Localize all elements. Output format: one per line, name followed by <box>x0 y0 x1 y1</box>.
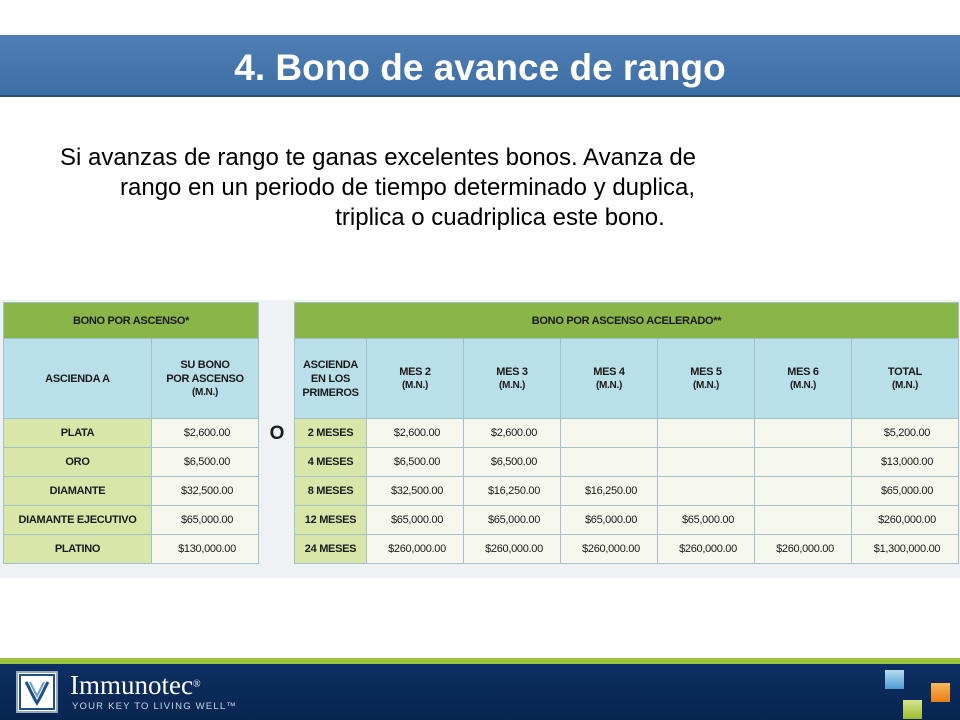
col-ascienda-en-los-primeros <box>295 339 367 419</box>
table2-row <box>295 448 959 477</box>
brand-tagline: YOUR KEY TO LIVING WELL™ <box>72 701 238 712</box>
period-cell: 2 MESES <box>295 419 367 448</box>
table1-row <box>4 419 259 448</box>
intro-paragraph <box>60 143 920 233</box>
period-cell: 8 MESES <box>295 477 367 506</box>
col-label: TOTAL <box>887 365 923 378</box>
bono-cell: $2,600.00 <box>152 419 259 448</box>
col-label: MES 6 <box>787 365 819 378</box>
col-mes-6 <box>755 339 852 419</box>
blue-square-icon <box>885 670 904 689</box>
mes6-cell: $260,000.00 <box>755 535 852 564</box>
col-first-line-2: EN LOS <box>310 372 351 385</box>
mes2-cell: $260,000.00 <box>367 535 464 564</box>
col-su-bono-line-2: POR ASCENSO <box>166 372 244 385</box>
mes5-cell: $65,000.00 <box>658 506 755 535</box>
intro-line-3: triplica o cuadriplica este bono. <box>335 204 665 231</box>
mes2-cell: $6,500.00 <box>367 448 464 477</box>
col-mes-2 <box>367 339 464 419</box>
mes5-cell: $260,000.00 <box>658 535 755 564</box>
table1-row <box>4 506 259 535</box>
table1-header: BONO POR ASCENSO* <box>4 303 259 339</box>
mes3-cell: $16,250.00 <box>464 477 561 506</box>
total-cell: $1,300,000.00 <box>852 535 959 564</box>
table2-row <box>295 477 959 506</box>
mes4-cell: $260,000.00 <box>561 535 658 564</box>
col-asciende-a: ASCIENDA A <box>4 339 152 419</box>
table1-row <box>4 448 259 477</box>
mes6-cell <box>755 506 852 535</box>
col-mes-3 <box>464 339 561 419</box>
mes6-cell <box>755 419 852 448</box>
orange-square-icon <box>931 683 950 702</box>
col-label: MES 5 <box>690 365 722 378</box>
or-separator: O <box>269 423 285 444</box>
table2-row <box>295 506 959 535</box>
rank-cell: PLATA <box>4 419 152 448</box>
total-cell: $5,200.00 <box>852 419 959 448</box>
col-su-bono-line-1: SU BONO <box>180 358 230 371</box>
period-cell: 12 MESES <box>295 506 367 535</box>
col-su-bono <box>152 339 259 419</box>
col-unit: (M.N.) <box>596 379 622 391</box>
mes4-cell <box>561 419 658 448</box>
period-cell: 4 MESES <box>295 448 367 477</box>
rank-cell: DIAMANTE EJECUTIVO <box>4 506 152 535</box>
table1-row <box>4 477 259 506</box>
rank-cell: ORO <box>4 448 152 477</box>
brand-name-text: Immunotec <box>70 670 193 700</box>
footer <box>0 664 960 720</box>
bono-por-ascenso-table <box>3 302 259 564</box>
col-unit: (M.N.) <box>499 379 525 391</box>
col-total <box>852 339 959 419</box>
mes2-cell: $32,500.00 <box>367 477 464 506</box>
immunotec-logo-icon <box>16 671 58 713</box>
rank-cell: DIAMANTE <box>4 477 152 506</box>
bono-cell: $6,500.00 <box>152 448 259 477</box>
bono-cell: $130,000.00 <box>152 535 259 564</box>
brand-name <box>70 670 201 700</box>
mes2-cell: $2,600.00 <box>367 419 464 448</box>
mes6-cell <box>755 477 852 506</box>
mes3-cell: $2,600.00 <box>464 419 561 448</box>
col-su-bono-unit: (M.N.) <box>192 386 218 398</box>
col-unit: (M.N.) <box>790 379 816 391</box>
green-square-icon <box>903 700 922 719</box>
mes3-cell: $260,000.00 <box>464 535 561 564</box>
rank-cell: PLATINO <box>4 535 152 564</box>
mes5-cell <box>658 477 755 506</box>
total-cell: $260,000.00 <box>852 506 959 535</box>
slide-title: 4. Bono de avance de rango <box>234 47 726 88</box>
period-cell: 24 MESES <box>295 535 367 564</box>
title-band <box>0 35 960 97</box>
col-first-line-1: ASCIENDA <box>302 358 359 371</box>
col-unit: (M.N.) <box>693 379 719 391</box>
intro-line-1: Si avanzas de rango te ganas excelentes bonos. Avanza de <box>60 144 697 171</box>
mes4-cell <box>561 448 658 477</box>
col-unit: (M.N.) <box>402 379 428 391</box>
bono-por-ascenso-acelerado-table <box>294 302 959 564</box>
bono-cell: $65,000.00 <box>152 506 259 535</box>
col-mes-5 <box>658 339 755 419</box>
mes6-cell <box>755 448 852 477</box>
table2-row <box>295 535 959 564</box>
col-label: MES 2 <box>399 365 431 378</box>
total-cell: $65,000.00 <box>852 477 959 506</box>
col-label: MES 3 <box>496 365 528 378</box>
mes3-cell: $65,000.00 <box>464 506 561 535</box>
bono-cell: $32,500.00 <box>152 477 259 506</box>
mes5-cell <box>658 419 755 448</box>
mes3-cell: $6,500.00 <box>464 448 561 477</box>
table2-header: BONO POR ASCENSO ACELERADO** <box>295 303 959 339</box>
mes5-cell <box>658 448 755 477</box>
brand-registered-mark: ® <box>192 679 201 690</box>
col-label: MES 4 <box>593 365 625 378</box>
col-first-line-3: PRIMEROS <box>302 386 359 399</box>
col-unit: (M.N.) <box>892 379 918 391</box>
total-cell: $13,000.00 <box>852 448 959 477</box>
table2-row <box>295 419 959 448</box>
mes4-cell: $16,250.00 <box>561 477 658 506</box>
col-mes-4 <box>561 339 658 419</box>
mes4-cell: $65,000.00 <box>561 506 658 535</box>
intro-line-2: rango en un periodo de tiempo determinado y duplica, <box>120 174 696 201</box>
table1-row <box>4 535 259 564</box>
mes2-cell: $65,000.00 <box>367 506 464 535</box>
